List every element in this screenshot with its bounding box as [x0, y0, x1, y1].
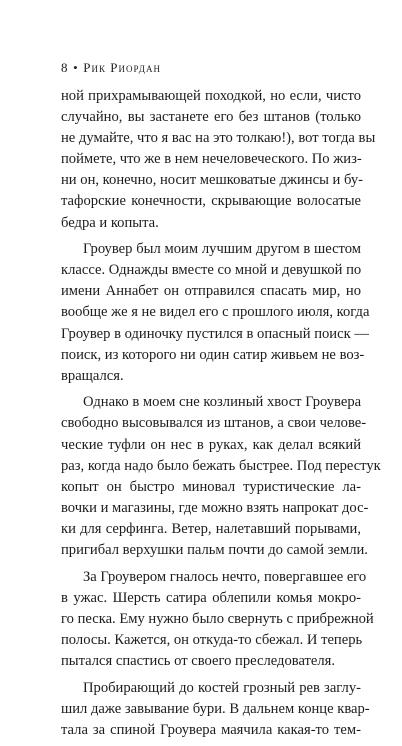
text-line: поиск, из которого ни один сатир живьем не воз- — [61, 346, 365, 363]
text-line: ни он, конечно, носит мешковатые джинсы и бу- — [61, 172, 364, 189]
text-line: вообще же я не видел его с прошлого июля, когда — [61, 304, 370, 321]
text-line: Гроувер был моим лучшим другом в шестом — [83, 241, 361, 258]
text-line: шил даже завывание бури. В дальнем конце квар- — [61, 700, 370, 717]
paragraph — [61, 678, 370, 741]
author-name: Рик Риордан — [83, 60, 161, 75]
text-line: пригибал верхушки пальм почти до самой земли. — [61, 541, 368, 558]
text-line: За Гроувером гналось нечто, повергавшее его — [83, 568, 367, 585]
text-line: вращался. — [61, 367, 124, 384]
text-line: в ужас. Шерсть сатира облепили комья мокро- — [61, 589, 361, 606]
text-line: случайно, вы застанете его без штанов (только — [61, 109, 361, 126]
text-line: свободно высовывался из штанов, а свои челове- — [61, 415, 367, 432]
header-separator: • — [73, 60, 79, 75]
text-line: го песка. Ему нужно было свернуть с прибрежной — [61, 610, 374, 627]
text-line: тала за спиной Гроувера маячила какая-то тем- — [61, 721, 361, 738]
text-line: Гроувер в одиночку пустился в опасный поиск — — [61, 325, 369, 342]
text-line: имени Аннабет он отправился спасать мир, но — [61, 283, 361, 300]
text-line: ной прихрамывающей походкой, но если, чисто — [61, 88, 361, 104]
body-text — [61, 86, 381, 746]
running-head — [61, 60, 161, 76]
text-line: классе. Однажды вместе со мной и девушкой по — [61, 262, 362, 279]
paragraph — [61, 239, 370, 387]
text-line: поймете, что же в нем нечеловеческого. По жиз- — [61, 151, 362, 168]
text-line: бедра и копыта. — [61, 214, 159, 231]
text-line: пытался спастись от своего преследователя. — [61, 652, 336, 669]
page-number: 8 — [61, 60, 69, 75]
paragraph — [61, 567, 374, 672]
text-line: ки для серфинга. Ветер, налетавший порывами, — [61, 520, 361, 537]
text-line: Однако в моем сне козлиный хвост Гроувера — [83, 394, 362, 411]
text-line: вочки и магазины, где можно взять напрокат дос- — [61, 499, 369, 516]
text-line: тафорские конечности, скрывающие волосатые — [61, 193, 361, 210]
paragraph — [61, 86, 376, 234]
text-line: ческие туфли он нес в руках, как делал всякий — [61, 436, 361, 453]
text-line: полосы. Кажется, он откуда-то сбежал. И теперь — [61, 631, 363, 648]
text-line: копыт он быстро миновал туристические ла- — [61, 478, 361, 495]
text-line: Пробирающий до костей грозный рев заглу- — [83, 679, 361, 696]
text-line: раз, когда надо было бежать быстрее. Под перестук — [61, 457, 381, 474]
paragraph — [61, 392, 381, 561]
text-line: не думайте, что я вас на это толкаю!), вот тогда вы — [61, 130, 376, 147]
